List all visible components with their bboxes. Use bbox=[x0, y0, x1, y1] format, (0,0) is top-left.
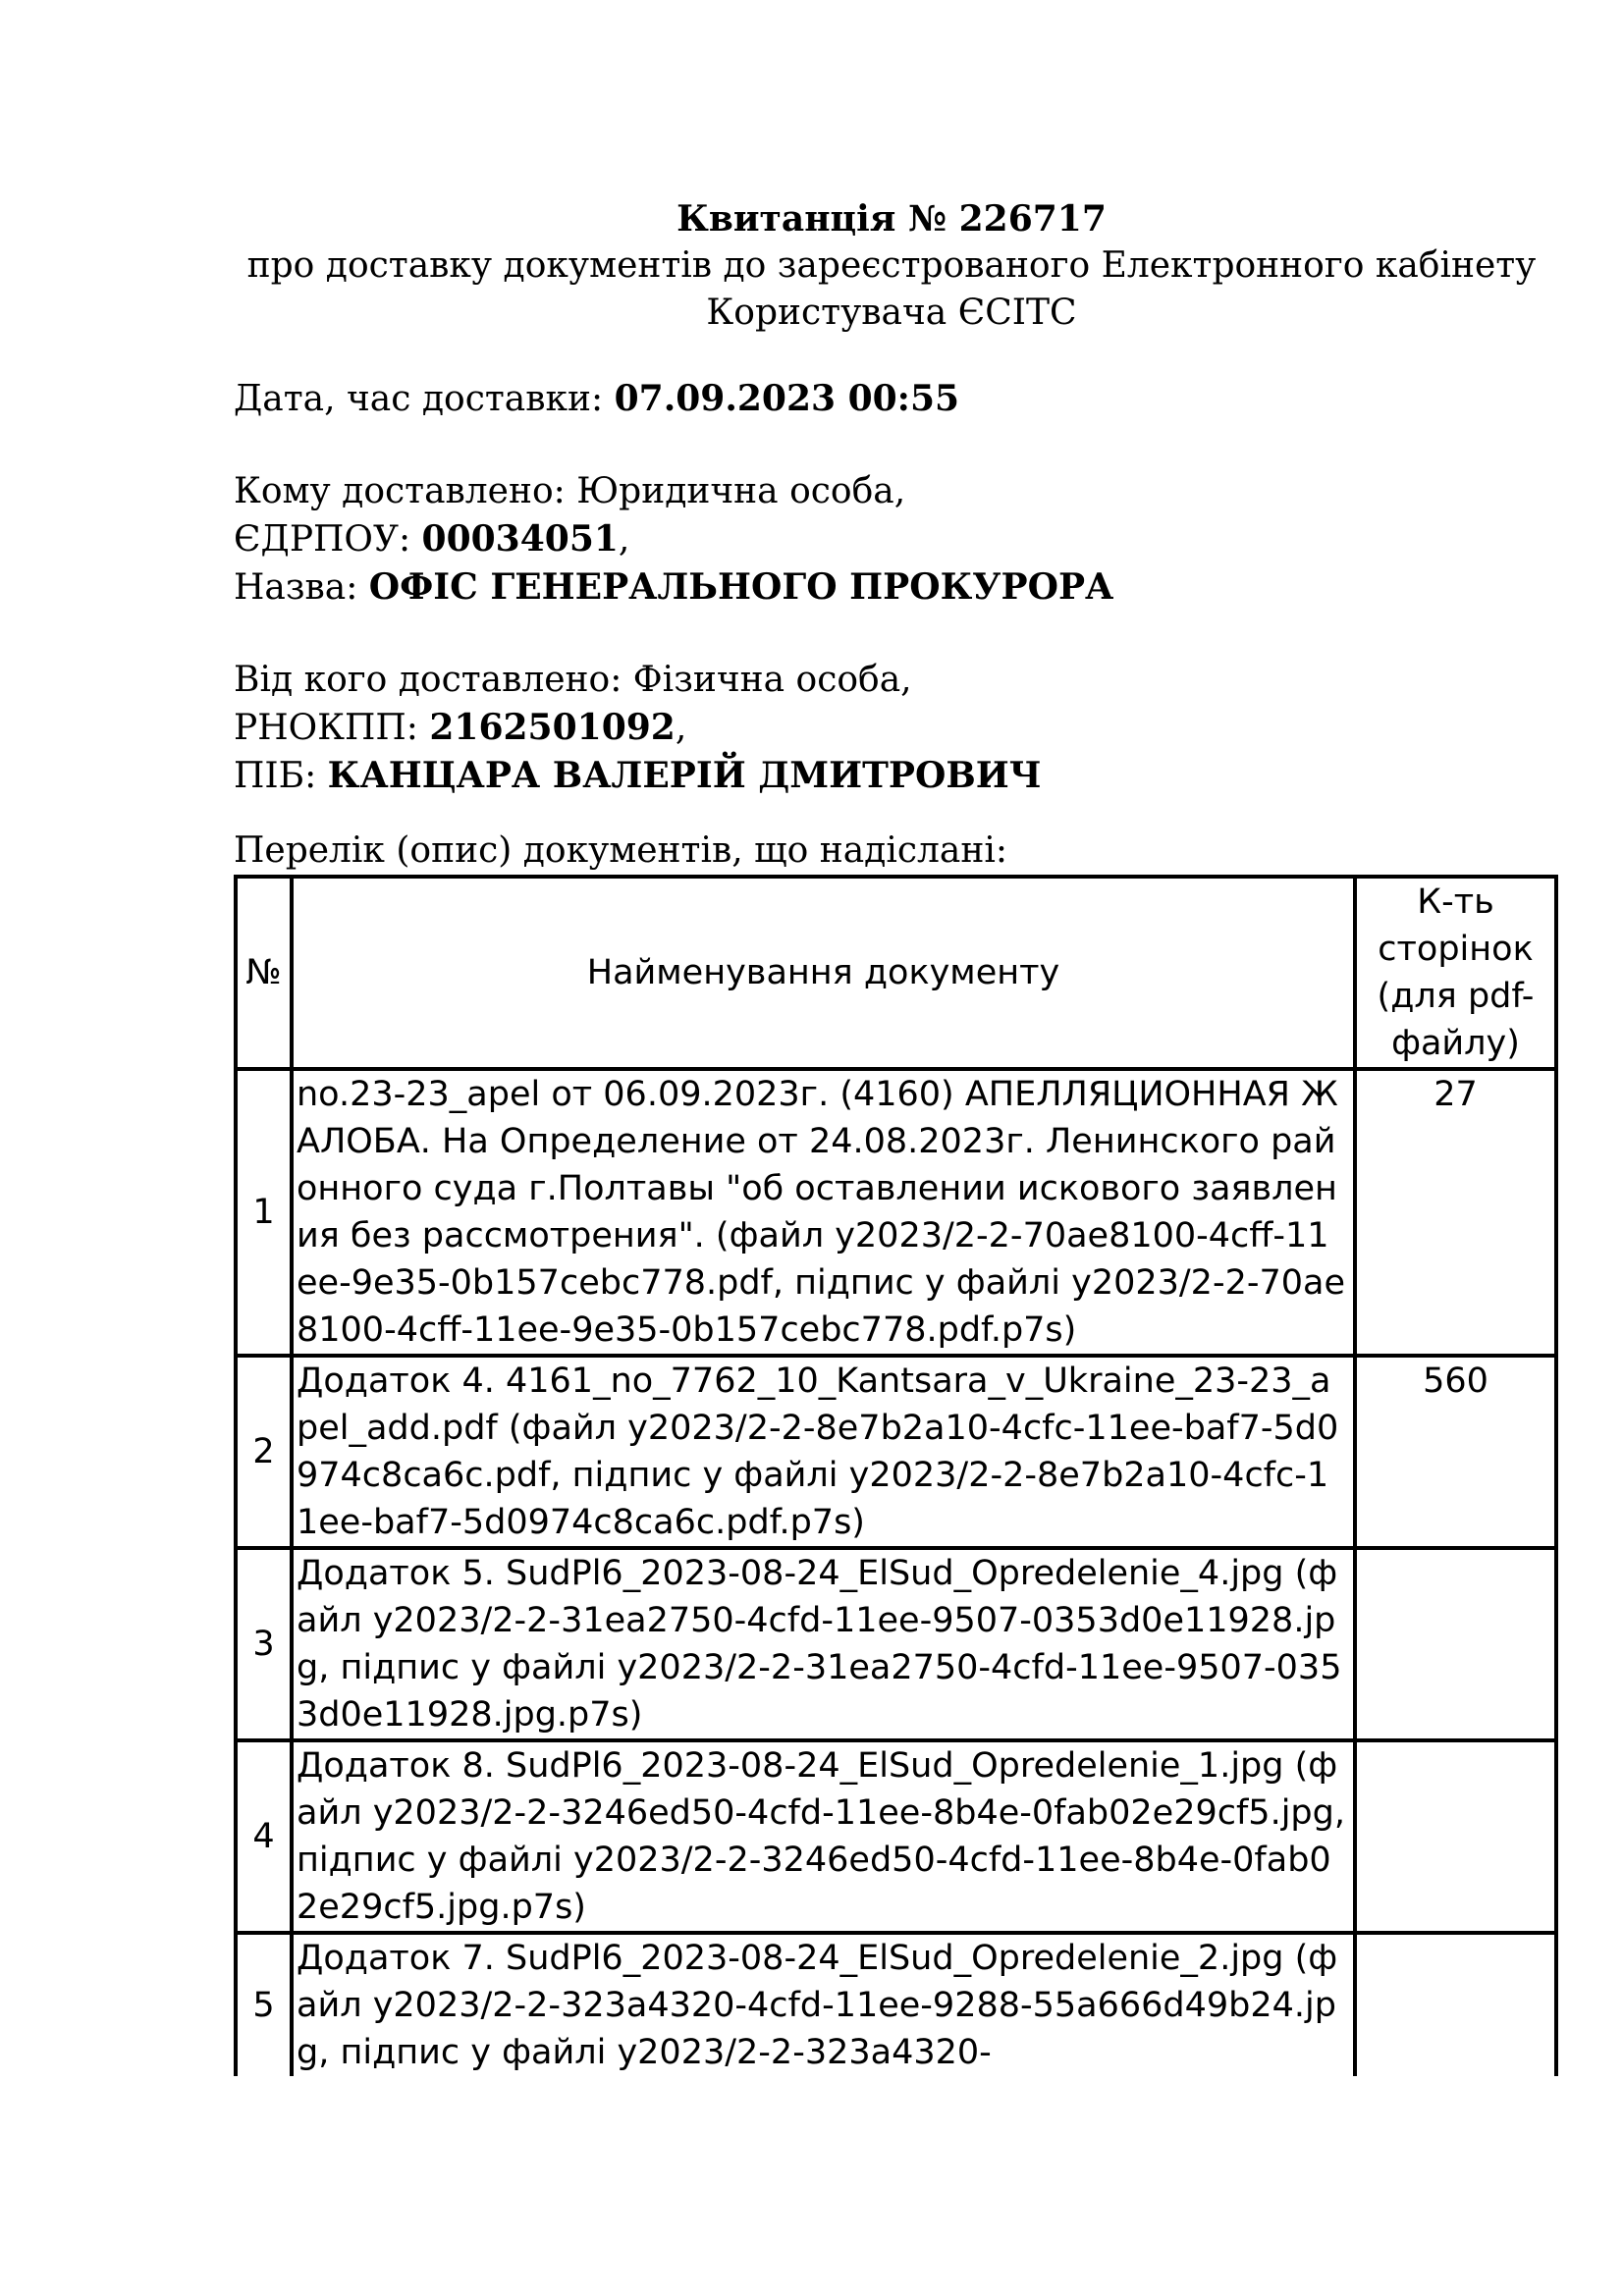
sender-name-line bbox=[234, 752, 1042, 800]
row-page-count bbox=[1355, 1548, 1556, 1740]
header-number: № bbox=[236, 877, 292, 1069]
table-row bbox=[236, 1548, 1556, 1740]
sender-name-label: ПІБ: bbox=[234, 756, 328, 796]
row-document-name: Додаток 8. SudPl6_2023-08-24_ElSud_Opredelenie_1.jpg (файл y2023/2-2-3246ed50-4cfd-11ee-8b4e-0fab02e29cf5.jpg, підпис у файлі y2023/2-2-3246ed50-4cfd-11ee-8b4e-0fab02e29cf5.jpg.p7s) bbox=[292, 1740, 1355, 1933]
documents-caption: Перелік (опис) документів, що надіслані: bbox=[234, 830, 1007, 871]
row-number: 1 bbox=[236, 1069, 292, 1356]
table-header-row bbox=[236, 877, 1556, 1069]
header-page-count: К-ть сторінок (для pdf-файлу) bbox=[1355, 877, 1556, 1069]
sender-id-value: 2162501092 bbox=[429, 707, 676, 748]
row-page-count bbox=[1355, 1740, 1556, 1933]
delivery-label: Дата, час доставки: bbox=[234, 379, 615, 419]
row-number: 5 bbox=[236, 1933, 292, 2076]
row-page-count: 27 bbox=[1355, 1069, 1556, 1356]
row-document-name: Додаток 4. 4161_no_7762_10_Kantsara_v_Ukraine_23-23_apel_add.pdf (файл y2023/2-2-8e7b2a10-4cfc-11ee-baf7-5d0974c8ca6c.pdf, підпис у файлі y2023/2-2-8e7b2a10-4cfc-11ee-baf7-5d0974c8ca6c.pdf.p7s) bbox=[292, 1356, 1355, 1548]
recipient-info bbox=[234, 468, 1113, 612]
recipient-type: Кому доставлено: Юридична особа, bbox=[234, 471, 906, 511]
page-bottom-margin bbox=[0, 2152, 1623, 2296]
row-page-count: 560 bbox=[1355, 1356, 1556, 1548]
receipt-title: Квитанція № 226717 bbox=[676, 198, 1107, 240]
recipient-name-line bbox=[234, 563, 1113, 612]
recipient-id-value: 00034051 bbox=[421, 518, 619, 560]
table-row bbox=[236, 1740, 1556, 1933]
row-number: 2 bbox=[236, 1356, 292, 1548]
delivery-info bbox=[234, 375, 959, 423]
row-number: 4 bbox=[236, 1740, 292, 1933]
receipt-header bbox=[234, 195, 1549, 337]
row-document-name: Додаток 5. SudPl6_2023-08-24_ElSud_Opredelenie_4.jpg (файл y2023/2-2-31ea2750-4cfd-11ee-9507-0353d0e11928.jpg, підпис у файлі y2023/2-2-31ea2750-4cfd-11ee-9507-0353d0e11928.jpg.p7s) bbox=[292, 1548, 1355, 1740]
row-number: 3 bbox=[236, 1548, 292, 1740]
sender-name-value: КАНЦАРА ВАЛЕРІЙ ДМИТРОВИЧ bbox=[327, 755, 1042, 796]
sender-id-label: РНОКПП: bbox=[234, 708, 430, 748]
row-document-name: no.23-23_apel от 06.09.2023г. (4160) АПЕЛЛЯЦИОННАЯ ЖАЛОБА. На Определение от 24.08.2023г. Ленинского районного суда г.Полтавы "об оставлении искового заявления без рассмотрения". (файл y2023/2-2-70ae8100-4cff-11ee-9e35-0b157cebc778.pdf, підпис у файлі y2023/2-2-70ae8100-4cff-11ee-9e35-0b157cebc778.pdf.p7s) bbox=[292, 1069, 1355, 1356]
recipient-id-label: ЄДРПОУ: bbox=[234, 519, 422, 560]
row-page-count bbox=[1355, 1933, 1556, 2076]
sender-id-line: РНОКПП: 2162501092, bbox=[234, 707, 687, 748]
recipient-id-line: ЄДРПОУ: 00034051, bbox=[234, 518, 630, 560]
receipt-subtitle-line2: Користувача ЄСІТС bbox=[706, 293, 1077, 333]
sender-info bbox=[234, 657, 1042, 800]
row-document-name: Додаток 7. SudPl6_2023-08-24_ElSud_Opredelenie_2.jpg (файл y2023/2-2-323a4320-4cfd-11ee-9288-55a666d49b24.jpg, підпис у файлі y2023/2-2-323a4320- bbox=[292, 1933, 1355, 2076]
delivery-datetime: 07.09.2023 00:55 bbox=[614, 378, 960, 419]
header-document-name: Найменування документу bbox=[292, 877, 1355, 1069]
sender-type: Від кого доставлено: Фізична особа, bbox=[234, 660, 912, 700]
table-row bbox=[236, 1069, 1556, 1356]
recipient-name-value: ОФІС ГЕНЕРАЛЬНОГО ПРОКУРОРА bbox=[368, 566, 1114, 608]
receipt-subtitle-line1: про доставку документів до зареєстрованого Електронного кабінету bbox=[246, 245, 1537, 286]
recipient-name-label: Назва: bbox=[234, 567, 369, 608]
delivery-line bbox=[234, 375, 959, 423]
table-row bbox=[236, 1933, 1556, 2076]
documents-table bbox=[234, 875, 1558, 2076]
table-row bbox=[236, 1356, 1556, 1548]
